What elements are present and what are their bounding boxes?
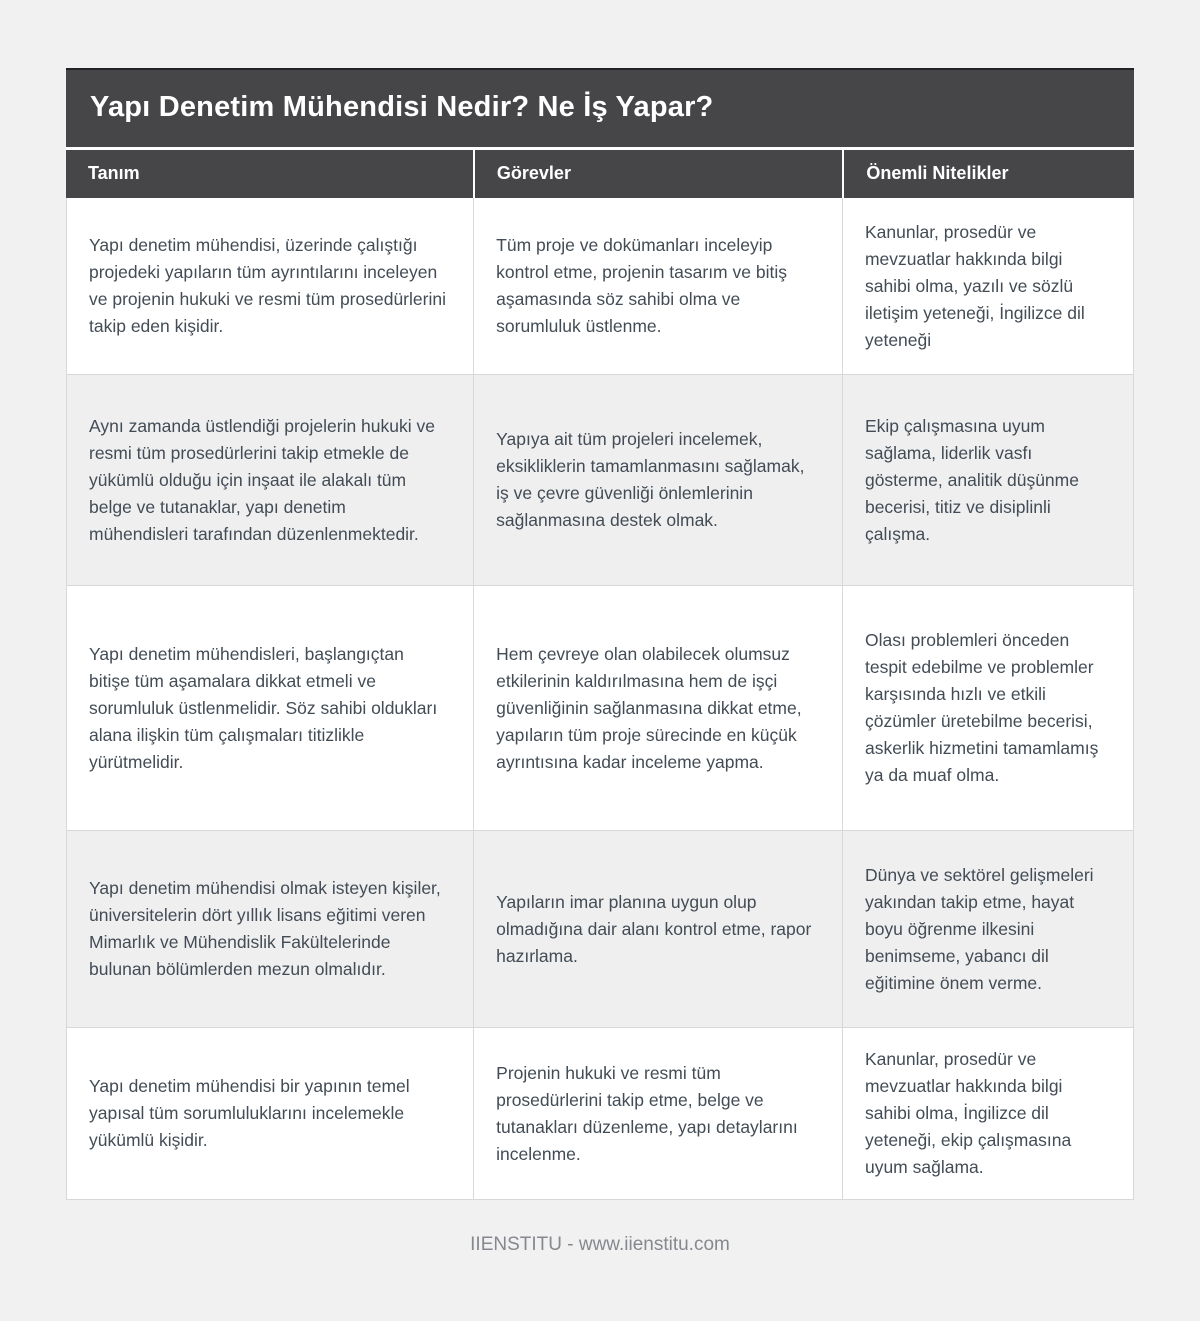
table-header-row [66, 150, 1134, 198]
cell-tanim: Yapı denetim mühendisi, üzerinde çalıştığı projedeki yapıların tüm ayrıntılarını inceleyen ve projenin hukuki ve resmi tüm prosedürlerini takip eden kişidir. [89, 235, 446, 336]
cell-gorevler: Yapıların imar planına uygun olup olmadığına dair alanı kontrol etme, rapor hazırlama. [473, 831, 842, 1027]
table-row [67, 198, 1133, 374]
table-row [67, 1027, 1133, 1199]
table-row [67, 830, 1133, 1027]
column-header-onemli-nitelikler: Önemli Nitelikler [842, 150, 1134, 198]
table-row [67, 374, 1133, 585]
cell-gorevler: Yapıya ait tüm projeleri incelemek, eksikliklerin tamamlanmasını sağlamak, iş ve çevre güvenliği önlemlerinin sağlanmasına destek olmak. [473, 375, 842, 585]
footer-brand-text: IIENSTITU - www.iienstitu.com [470, 1234, 730, 1255]
cell-nitelikler: Kanunlar, prosedür ve mevzuatlar hakkında bilgi sahibi olma, İngilizce dil yeteneği, ekip çalışmasına uyum sağlama. [842, 1028, 1133, 1199]
column-header-gorevler: Görevler [473, 150, 843, 198]
cell-tanim: Yapı denetim mühendisi bir yapının temel yapısal tüm sorumluluklarını incelemekle yükümlü kişidir. [89, 1076, 410, 1150]
document-container [66, 0, 1134, 1296]
cell-tanim: Yapı denetim mühendisleri, başlangıçtan bitişe tüm aşamalara dikkat etmeli ve sorumluluk üstlenmelidir. Söz sahibi oldukları alana ilişkin tüm çalışmaları titizlikle yürütmelidir. [89, 643, 438, 772]
cell-gorevler: Projenin hukuki ve resmi tüm prosedürlerini takip etme, belge ve tutanakları düzenleme, yapı detaylarını incelenme. [473, 1028, 842, 1199]
cell-gorevler: Tüm proje ve dokümanları inceleyip kontrol etme, projenin tasarım ve bitiş aşamasında söz sahibi olma ve sorumluluk üstlenme. [473, 198, 842, 374]
page-title: Yapı Denetim Mühendisi Nedir? Ne İş Yapar? [66, 68, 1134, 150]
cell-nitelikler: Olası problemleri önceden tespit edebilme ve problemler karşısında hızlı ve etkili çözümler üretebilme becerisi, askerlik hizmetini tamamlamış ya da muaf olma. [842, 586, 1133, 830]
cell-tanim: Aynı zamanda üstlendiği projelerin hukuki ve resmi tüm prosedürlerini takip etmekle de yükümlü olduğu için inşaat ile alakalı tüm belge ve tutanaklar, yapı denetim mühendisleri tarafından düzenlenmektedir. [89, 415, 435, 544]
cell-tanim: Yapı denetim mühendisi olmak isteyen kişiler, üniversitelerin dört yıllık lisans eğitimi veren Mimarlık ve Mühendislik Fakültelerinde bulunan bölümlerden mezun olmalıdır. [89, 878, 441, 979]
cell-nitelikler: Kanunlar, prosedür ve mevzuatlar hakkında bilgi sahibi olma, yazılı ve sözlü iletişim yeteneği, İngilizce dil yeteneği [842, 198, 1133, 374]
table-body [66, 198, 1134, 1200]
cell-gorevler: Hem çevreye olan olabilecek olumsuz etkilerinin kaldırılmasına hem de işçi güvenliğinin sağlanmasına dikkat etme, yapıların tüm proje sürecinde en küçük ayrıntısına kadar inceleme yapma. [473, 586, 842, 830]
cell-nitelikler: Dünya ve sektörel gelişmeleri yakından takip etme, hayat boyu öğrenme ilkesini benimseme, yabancı dil eğitimine önem verme. [842, 831, 1133, 1027]
column-header-tanim: Tanım [66, 150, 473, 198]
cell-nitelikler: Ekip çalışmasına uyum sağlama, liderlik vasfı gösterme, analitik düşünme becerisi, titiz ve disiplinli çalışma. [842, 375, 1133, 585]
table-row [67, 585, 1133, 830]
